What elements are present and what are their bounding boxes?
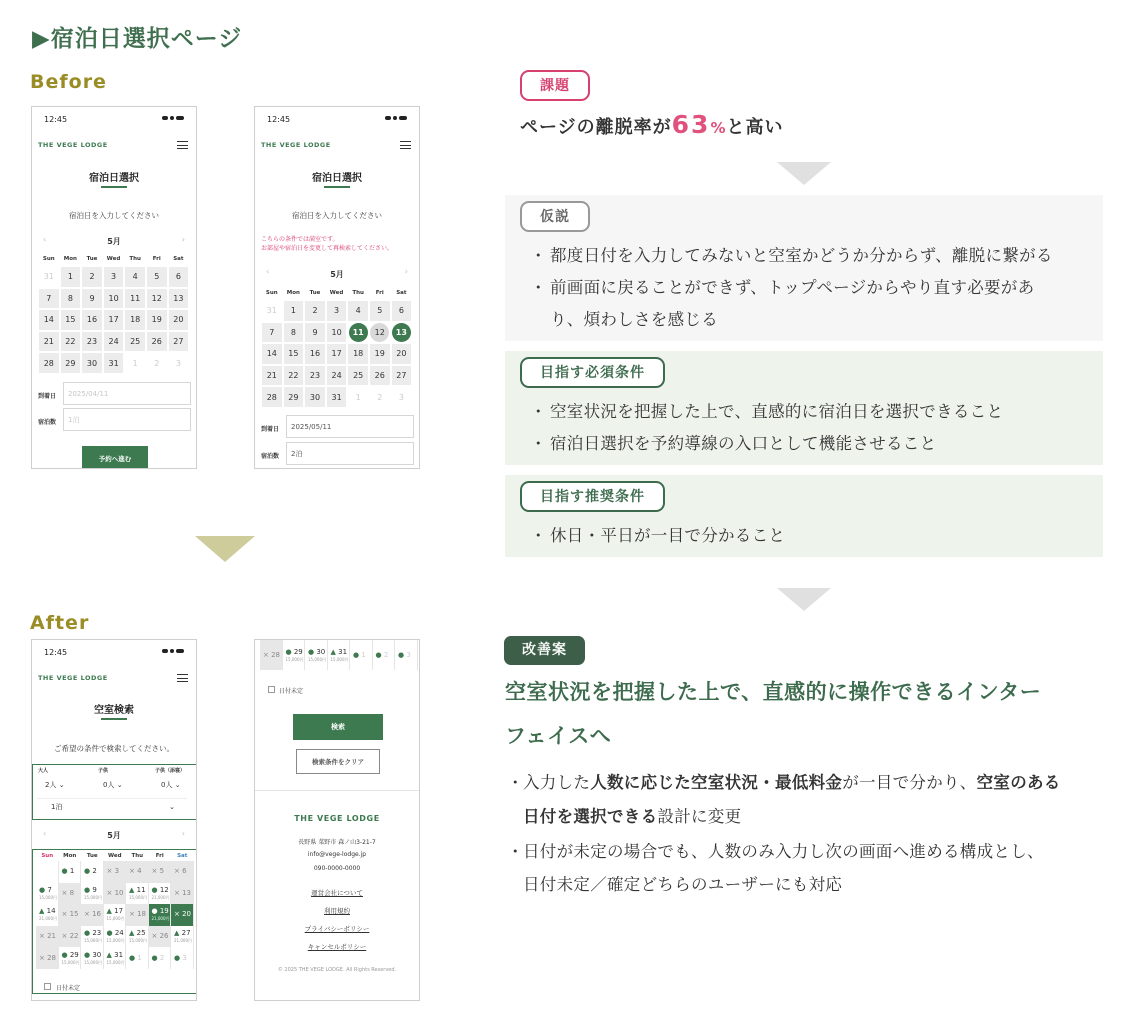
reserve-button[interactable]: 予約へ進む xyxy=(82,446,148,469)
recommended-badge: 目指す推奨条件 xyxy=(520,481,665,512)
proposal-headline-2: フェイスへ xyxy=(505,724,612,748)
down-arrow-icon xyxy=(777,588,831,611)
calendar-day[interactable]: 21 xyxy=(38,331,60,353)
availability-day: × 21 xyxy=(36,926,59,948)
calendar-day[interactable]: 24 xyxy=(326,365,348,387)
search-button[interactable]: 検索 xyxy=(293,714,383,740)
issue-text-post: と高い xyxy=(726,117,784,138)
weekday-header: Wed xyxy=(106,256,121,262)
child2-select[interactable]: 0人 ⌄ xyxy=(161,781,181,789)
calendar-day[interactable]: 23 xyxy=(304,365,326,387)
guest-selector xyxy=(32,764,197,820)
calendar-day: 2 xyxy=(146,352,168,374)
availability-day[interactable]: ● 29 15,000円 xyxy=(59,947,82,969)
page-title: ▶宿泊日選択ページ xyxy=(32,26,243,52)
recommended-item-1: ・ 休日・平日が一目で分かること xyxy=(530,526,786,545)
availability-day[interactable]: ● 2 xyxy=(81,861,104,883)
hypothesis-item-2: ・ 前画面に戻ることができず、トップページからやり直す必要があ xyxy=(530,278,1035,297)
child2-label: 子供（添寝） xyxy=(155,768,186,774)
availability-day[interactable]: ▲ 25 15,000円 xyxy=(126,926,149,948)
weekday-header: Wed xyxy=(107,853,122,859)
calendar-day[interactable]: 12 xyxy=(369,322,391,344)
checkin-label: 到着日 xyxy=(38,393,57,400)
next-month-icon[interactable]: › xyxy=(404,267,408,276)
calendar-day[interactable]: 21 xyxy=(261,365,283,387)
weekday-header: Mon xyxy=(286,290,300,296)
nights-select[interactable]: 1泊 ⌄ xyxy=(37,798,187,815)
status-time: 12:45 xyxy=(267,115,291,124)
nights-label: 宿泊数 xyxy=(38,419,57,426)
availability-day: × 5 xyxy=(149,861,172,883)
weekday-header: Tue xyxy=(86,853,98,859)
calendar-day[interactable]: 26 xyxy=(146,331,168,353)
month-label: 5月 xyxy=(330,270,344,279)
screen-title: 宿泊日選択 xyxy=(89,173,139,184)
nights-label: 宿泊数 xyxy=(261,453,280,460)
prev-month-icon[interactable]: ‹ xyxy=(43,829,47,838)
calendar-day: 3 xyxy=(168,352,190,374)
before-label: Before xyxy=(30,71,107,93)
prev-month-icon[interactable]: ‹ xyxy=(266,267,270,276)
checkin-input[interactable]: 2025/05/11 xyxy=(286,415,414,438)
calendar-fragment xyxy=(260,640,418,670)
undecided-label: 日付未定 xyxy=(279,688,304,695)
calendar-day[interactable]: 31 xyxy=(103,352,125,374)
calendar-day[interactable]: 2 xyxy=(81,266,103,288)
calendar-day[interactable]: 15 xyxy=(283,343,305,365)
proposal-item-2: ・日付が未定の場合でも、人数のみ入力し次の画面へ進める構成とし、 xyxy=(507,842,1044,861)
weekday-header: Sat xyxy=(177,853,188,859)
calendar-day[interactable]: 27 xyxy=(168,331,190,353)
error-message-1: こちらの条件では満室です。 xyxy=(261,236,339,243)
before-phone-1 xyxy=(31,106,197,469)
child-label: 子供 xyxy=(98,768,109,774)
issue-text xyxy=(520,110,783,139)
footer-link-terms[interactable]: 利用規約 xyxy=(324,907,350,915)
calendar-day[interactable]: 20 xyxy=(168,309,190,331)
weekday-header: Sat xyxy=(173,256,184,262)
next-month-icon[interactable]: › xyxy=(181,235,185,244)
issue-text-pre: ページの離脱率が xyxy=(520,117,672,138)
proposal-item-2-cont: 日付未定／確定どちらのユーザーにも対応 xyxy=(523,875,843,894)
down-arrow-icon xyxy=(195,536,255,562)
availability-day: × 26 xyxy=(149,926,172,948)
availability-day: × 28 xyxy=(36,947,59,969)
weekday-header: Sun xyxy=(41,853,54,859)
availability-day[interactable]: ● 30 15,000円 xyxy=(305,640,328,670)
availability-day[interactable]: ▲ 11 15,000円 xyxy=(126,883,149,905)
weekday-header: Thu xyxy=(129,256,141,262)
availability-day: × 22 xyxy=(59,926,82,948)
calendar-day[interactable]: 11 xyxy=(124,288,146,310)
undecided-label: 日付未定 xyxy=(56,985,81,992)
footer-link-privacy[interactable]: プライバシーポリシー xyxy=(304,925,370,933)
calendar-day[interactable]: 22 xyxy=(283,365,305,387)
title-underline xyxy=(101,718,127,720)
availability-day[interactable]: ● 23 15,000円 xyxy=(81,926,104,948)
calendar-day[interactable]: 22 xyxy=(60,331,82,353)
weekday-header: Mon xyxy=(63,853,77,859)
issue-unit: % xyxy=(710,119,727,137)
calendar-day[interactable]: 5 xyxy=(146,266,168,288)
calendar-day[interactable]: 6 xyxy=(168,266,190,288)
calendar-day[interactable]: 3 xyxy=(326,300,348,322)
availability-day: ● 1 xyxy=(350,640,373,670)
footer-link-company[interactable]: 運営会社について xyxy=(311,889,363,897)
availability-day: × 3 xyxy=(104,861,127,883)
weekday-header: Sun xyxy=(265,290,278,296)
after-label: After xyxy=(30,612,90,634)
availability-day: × 20 xyxy=(171,904,194,926)
availability-day[interactable]: ▲ 17 15,000円 xyxy=(104,904,127,926)
availability-day: ● 3 xyxy=(171,947,194,969)
child-select[interactable]: 0人 ⌄ xyxy=(103,781,123,789)
footer-address: 長野県 菜野市 森ノ山3-21-7 xyxy=(298,839,376,846)
menu-icon[interactable] xyxy=(177,141,188,149)
hypothesis-badge: 仮説 xyxy=(520,201,590,232)
brand-logo: THE VEGE LODGE xyxy=(261,141,331,149)
status-icons xyxy=(385,116,407,120)
before-phone-2 xyxy=(254,106,420,469)
calendar-day[interactable]: 19 xyxy=(146,309,168,331)
calendar-day[interactable]: 13 xyxy=(168,288,190,310)
issue-rate: 63 xyxy=(671,110,711,139)
undecided-checkbox[interactable] xyxy=(44,983,51,990)
calendar-day[interactable]: 18 xyxy=(124,309,146,331)
calendar-day[interactable]: 17 xyxy=(326,343,348,365)
nights-input[interactable]: 2泊 xyxy=(286,442,414,465)
screen-title: 空室検索 xyxy=(94,705,134,716)
availability-day: × 4 xyxy=(126,861,149,883)
calendar-day[interactable]: 7 xyxy=(261,322,283,344)
status-icons xyxy=(162,649,184,653)
calendar-grid xyxy=(261,286,412,408)
weekday-header: Fri xyxy=(375,290,384,296)
after-phone-1 xyxy=(31,639,197,1001)
calendar-day[interactable]: 10 xyxy=(103,288,125,310)
calendar-day[interactable]: 5 xyxy=(369,300,391,322)
calendar-day[interactable]: 4 xyxy=(347,300,369,322)
required-item-2: ・ 宿泊日選択を予約導線の入口として機能させること xyxy=(530,434,937,453)
availability-day: × 6 xyxy=(171,861,194,883)
footer-brand: THE VEGE LODGE xyxy=(294,814,380,823)
calendar-day[interactable]: 15 xyxy=(60,309,82,331)
weekday-header: Tue xyxy=(86,256,98,262)
availability-day[interactable]: ● 24 15,000円 xyxy=(104,926,127,948)
calendar-day[interactable]: 9 xyxy=(304,322,326,344)
calendar-day[interactable]: 11 xyxy=(347,322,369,344)
availability-day: ● 3 xyxy=(395,640,418,670)
availability-day[interactable]: ● 7 15,000円 xyxy=(36,883,59,905)
availability-calendar xyxy=(32,849,197,994)
calendar-day[interactable]: 24 xyxy=(103,331,125,353)
availability-day[interactable]: ● 12 21,000円 xyxy=(149,883,172,905)
calendar-day: 31 xyxy=(261,300,283,322)
availability-day: × 28 xyxy=(260,640,283,670)
footer-phone: 090-0000-0000 xyxy=(313,865,361,872)
availability-day: × 13 xyxy=(171,883,194,905)
calendar-day[interactable]: 14 xyxy=(38,309,60,331)
weekday-header: Thu xyxy=(352,290,364,296)
weekday-header: Fri xyxy=(152,256,161,262)
calendar-day[interactable]: 10 xyxy=(326,322,348,344)
hypothesis-item-1: ・ 都度日付を入力してみないと空室かどうか分からず、離脱に繋がる xyxy=(530,246,1053,265)
calendar-day[interactable]: 28 xyxy=(38,352,60,374)
calendar-day[interactable]: 14 xyxy=(261,343,283,365)
clear-button[interactable]: 検索条件をクリア xyxy=(296,749,380,774)
availability-day[interactable]: ● 9 15,000円 xyxy=(81,883,104,905)
availability-day: × 18 xyxy=(126,904,149,926)
hypothesis-item-2-cont: り、煩わしさを感じる xyxy=(550,310,718,329)
footer-copyright: © 2025 THE VEGE LODGE. All Rights Reserved. xyxy=(277,967,397,973)
calendar-day[interactable]: 3 xyxy=(103,266,125,288)
status-icons xyxy=(162,116,184,120)
calendar-day: 1 xyxy=(347,386,369,408)
down-arrow-icon xyxy=(777,162,831,185)
availability-day[interactable]: ▲ 31 15,000円 xyxy=(328,640,351,670)
availability-day[interactable]: ▲ 27 21,000円 xyxy=(171,926,194,948)
calendar-day[interactable]: 25 xyxy=(347,365,369,387)
weekday-header: Fri xyxy=(155,853,164,859)
calendar-day[interactable]: 31 xyxy=(326,386,348,408)
availability-day[interactable]: ● 19 21,000円 xyxy=(149,904,172,926)
calendar-day: 2 xyxy=(369,386,391,408)
calendar-day[interactable]: 29 xyxy=(60,352,82,374)
next-month-icon[interactable]: › xyxy=(181,829,185,838)
calendar-day[interactable]: 16 xyxy=(81,309,103,331)
calendar-day[interactable]: 7 xyxy=(38,288,60,310)
calendar-day[interactable]: 29 xyxy=(283,386,305,408)
calendar-day[interactable]: 1 xyxy=(283,300,305,322)
footer-link-cancel[interactable]: キャンセルポリシー xyxy=(307,943,367,951)
availability-day: × 16 xyxy=(81,904,104,926)
proposal-item-1-cont: 日付を選択できる設計に変更 xyxy=(523,807,742,826)
proposal-badge: 改善案 xyxy=(504,636,585,665)
calendar-day[interactable]: 8 xyxy=(60,288,82,310)
availability-day: ● 2 xyxy=(373,640,396,670)
calendar-day[interactable]: 16 xyxy=(304,343,326,365)
weekday-header: Sun xyxy=(42,256,55,262)
title-underline xyxy=(101,186,127,188)
availability-day: × 15 xyxy=(59,904,82,926)
availability-day: × 8 xyxy=(59,883,82,905)
weekday-header: Mon xyxy=(63,256,77,262)
calendar-day[interactable]: 9 xyxy=(81,288,103,310)
nights-input[interactable]: 1泊 xyxy=(63,408,191,431)
weekday-header: Thu xyxy=(131,853,144,859)
availability-day[interactable]: ▲ 31 15,000円 xyxy=(104,947,127,969)
calendar-day: 31 xyxy=(38,266,60,288)
calendar-day[interactable]: 2 xyxy=(304,300,326,322)
weekday-header: Wed xyxy=(329,290,344,296)
required-badge: 目指す必須条件 xyxy=(520,357,665,388)
calendar-day: 3 xyxy=(391,386,413,408)
calendar-day[interactable]: 20 xyxy=(391,343,413,365)
calendar-day[interactable]: 25 xyxy=(124,331,146,353)
month-label: 5月 xyxy=(107,237,121,246)
undecided-checkbox[interactable] xyxy=(268,686,275,693)
prompt-text: 宿泊日を入力してください xyxy=(69,211,159,220)
calendar-day[interactable]: 13 xyxy=(391,322,413,344)
prompt-text: 宿泊日を入力してください xyxy=(292,211,382,220)
calendar-day[interactable]: 12 xyxy=(146,288,168,310)
weekday-header: Sat xyxy=(396,290,407,296)
availability-day[interactable]: ● 30 15,000円 xyxy=(81,947,104,969)
issue-badge: 課題 xyxy=(520,70,590,101)
availability-day xyxy=(36,861,59,883)
adult-label: 大人 xyxy=(38,768,49,774)
calendar-day[interactable]: 23 xyxy=(81,331,103,353)
title-underline xyxy=(324,186,350,188)
screen-title: 宿泊日選択 xyxy=(312,173,362,184)
footer-divider xyxy=(255,790,419,791)
status-time: 12:45 xyxy=(44,648,68,657)
calendar-day[interactable]: 30 xyxy=(304,386,326,408)
calendar-day[interactable]: 6 xyxy=(391,300,413,322)
calendar-day[interactable]: 17 xyxy=(103,309,125,331)
availability-day: × 10 xyxy=(104,883,127,905)
after-phone-2 xyxy=(254,639,420,1001)
brand-logo: THE VEGE LODGE xyxy=(38,141,108,149)
calendar-day[interactable]: 4 xyxy=(124,266,146,288)
proposal-headline-1: 空室状況を把握した上で、直感的に操作できるインター xyxy=(505,680,1042,704)
checkin-label: 到着日 xyxy=(261,426,280,433)
calendar-day[interactable]: 28 xyxy=(261,386,283,408)
calendar-day[interactable]: 18 xyxy=(347,343,369,365)
checkin-input[interactable]: 2025/04/11 xyxy=(63,382,191,405)
menu-icon[interactable] xyxy=(400,141,411,149)
availability-day[interactable]: ● 1 xyxy=(59,861,82,883)
calendar-day[interactable]: 8 xyxy=(283,322,305,344)
error-message-2: お部屋や宿泊日を変更して再検索してください。 xyxy=(261,245,394,252)
proposal-item-1: ・入力した人数に応じた空室状況・最低料金が一目で分かり、空室のある xyxy=(507,773,1061,792)
weekday-header: Tue xyxy=(309,290,321,296)
availability-day: ● 2 xyxy=(149,947,172,969)
status-time: 12:45 xyxy=(44,115,68,124)
footer-email: info@vege-lodge.jp xyxy=(307,851,367,858)
availability-day[interactable]: ● 29 15,000円 xyxy=(283,640,306,670)
adult-select[interactable]: 2人 ⌄ xyxy=(45,781,65,789)
calendar-day[interactable]: 30 xyxy=(81,352,103,374)
calendar-day[interactable]: 19 xyxy=(369,343,391,365)
calendar-grid xyxy=(38,252,189,374)
calendar-day: 1 xyxy=(124,352,146,374)
calendar-day[interactable]: 27 xyxy=(391,365,413,387)
calendar-day[interactable]: 26 xyxy=(369,365,391,387)
calendar-day[interactable]: 1 xyxy=(60,266,82,288)
prompt-text: ご希望の条件で検索してください。 xyxy=(54,744,174,753)
brand-logo: THE VEGE LODGE xyxy=(38,674,108,682)
month-label: 5月 xyxy=(107,831,121,840)
availability-day: ● 1 xyxy=(126,947,149,969)
required-item-1: ・ 空室状況を把握した上で、直感的に宿泊日を選択できること xyxy=(530,402,1004,421)
prev-month-icon[interactable]: ‹ xyxy=(43,235,47,244)
availability-day[interactable]: ▲ 14 21,000円 xyxy=(36,904,59,926)
menu-icon[interactable] xyxy=(177,674,188,682)
